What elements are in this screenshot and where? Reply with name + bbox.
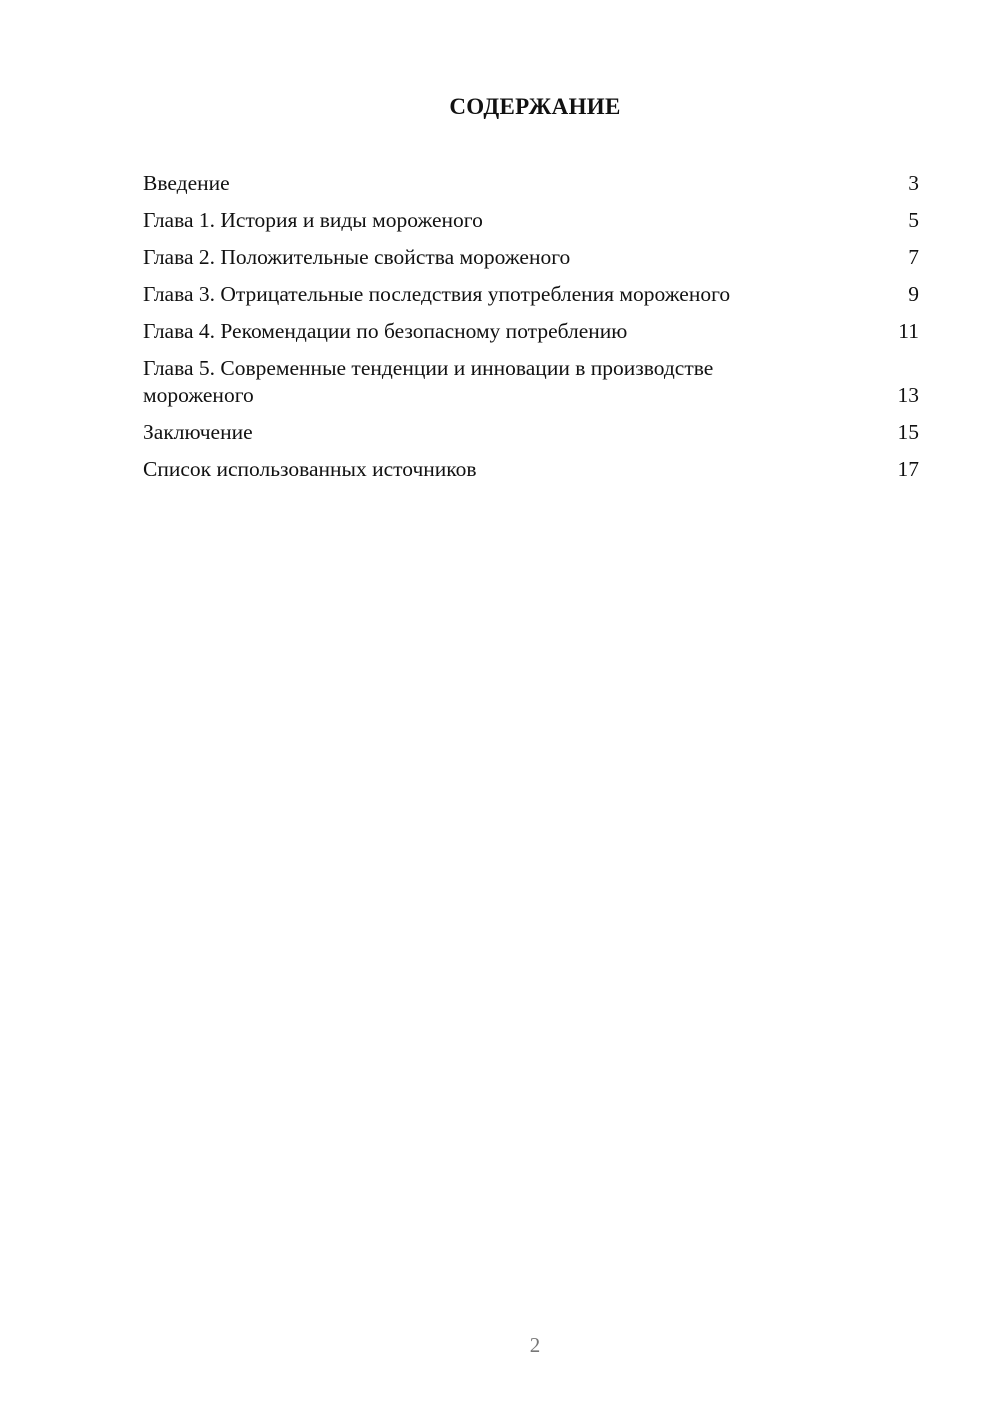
toc-entry-page: 11 <box>898 319 919 343</box>
toc-entry-chapter-4 <box>143 318 919 345</box>
toc-entry-chapter-5 <box>143 355 919 409</box>
toc-entry-references <box>143 456 919 483</box>
toc-entry-page: 13 <box>897 383 919 407</box>
toc-entry-page: 9 <box>908 282 919 306</box>
toc-entry-text: Список использованных источников <box>143 457 477 481</box>
toc-entry-chapter-1 <box>143 207 919 234</box>
toc-entry-text: Глава 1. История и виды мороженого <box>143 208 483 232</box>
toc-entry-text: Глава 4. Рекомендации по безопасному потреблению <box>143 319 628 343</box>
toc-entry-text: Глава 3. Отрицательные последствия употребления мороженого <box>143 282 731 306</box>
toc-entry-chapter-3 <box>143 281 919 308</box>
toc-entry-introduction <box>143 170 919 197</box>
page-number: 2 <box>529 1333 541 1357</box>
toc-entry-chapter-2 <box>143 244 919 271</box>
toc-entry-text: Глава 5. Современные тенденции и инновации в производстве мороженого <box>143 356 714 407</box>
page-title: СОДЕРЖАНИЕ <box>449 94 621 119</box>
toc-entry-page: 7 <box>908 245 919 269</box>
toc-entry-text: Заключение <box>143 420 253 444</box>
toc-entry-page: 15 <box>897 420 919 444</box>
toc-entry-page: 5 <box>908 208 919 232</box>
table-of-contents <box>143 170 919 493</box>
toc-entry-page: 17 <box>897 457 919 481</box>
toc-entry-text: Введение <box>143 171 230 195</box>
toc-entry-conclusion <box>143 419 919 446</box>
toc-entry-page: 3 <box>908 171 919 195</box>
toc-entry-text: Глава 2. Положительные свойства мороженого <box>143 245 571 269</box>
